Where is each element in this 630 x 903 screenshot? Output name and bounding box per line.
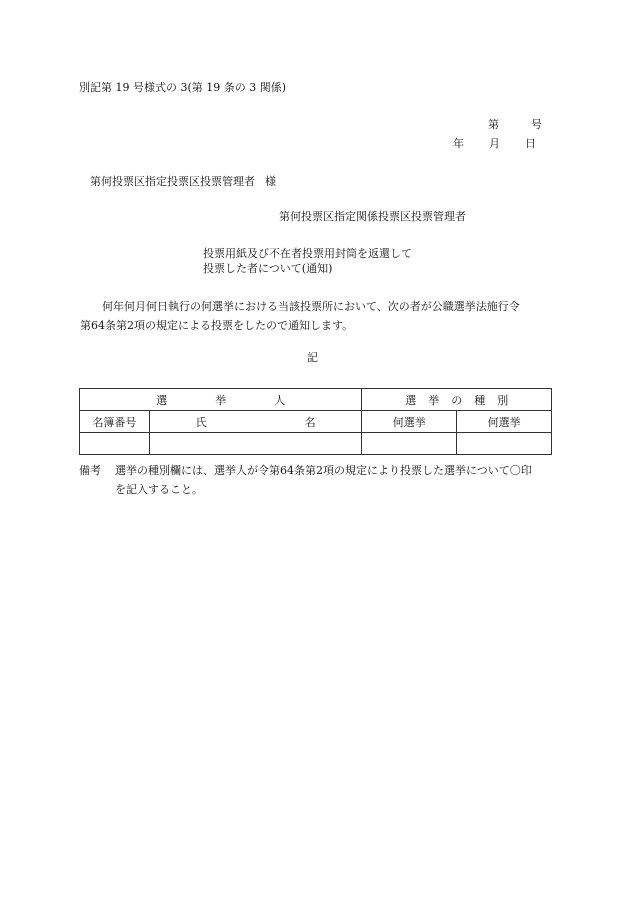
remarks-label: 備考 xyxy=(79,464,101,477)
header-voter-char-1: 選 xyxy=(156,393,168,407)
document-date xyxy=(453,137,536,151)
body-line-2: 第64条第2項の規定による投票をしたので通知します。 xyxy=(80,319,354,332)
header-name-char-2: 名 xyxy=(304,415,316,429)
header-type-char-5: 別 xyxy=(497,393,509,407)
body-paragraph xyxy=(80,297,560,335)
ki-heading: 記 xyxy=(307,351,318,364)
header-full-name xyxy=(149,411,362,433)
header-type-char-1: 選 xyxy=(405,393,417,407)
header-type-char-4: 種 xyxy=(474,393,486,407)
form-title: 別記第 19 号様式の 3(第 19 条の 3 関係) xyxy=(79,81,287,94)
date-day: 日 xyxy=(525,137,536,150)
header-election-type xyxy=(362,389,552,411)
document-subject xyxy=(203,246,412,276)
remarks-line-2: を記入すること。 xyxy=(115,483,203,496)
addressee-honorific: 様 xyxy=(265,175,276,188)
sender-name: 第何投票区指定関係投票区投票管理者 xyxy=(279,210,466,223)
header-voter-char-3: 人 xyxy=(274,393,286,407)
header-voter xyxy=(80,389,362,411)
body-line-1: 何年何月何日執行の何選挙における当該投票所において、次の者が公職選挙法施行令 xyxy=(102,300,520,313)
table-row xyxy=(80,433,552,455)
header-registry-number: 名簿番号 xyxy=(80,411,150,433)
addressee xyxy=(90,175,276,189)
document-number-suffix: 号 xyxy=(531,118,542,131)
cell-full-name[interactable] xyxy=(149,433,362,455)
cell-election-1[interactable] xyxy=(362,433,457,455)
table-header-row-2 xyxy=(80,411,552,433)
addressee-name: 第何投票区指定投票区投票管理者 xyxy=(90,175,255,188)
remarks xyxy=(79,461,559,499)
subject-line-2: 投票した者について(通知) xyxy=(203,262,333,275)
date-year: 年 xyxy=(453,137,464,150)
date-month: 月 xyxy=(489,137,500,150)
header-name-char-1: 氏 xyxy=(195,415,207,429)
cell-election-2[interactable] xyxy=(457,433,552,455)
header-voter-char-2: 挙 xyxy=(215,393,227,407)
document-number xyxy=(488,118,542,132)
remarks-line-1: 選挙の種別欄には、選挙人が令第64条第2項の規定により投票した選挙について〇印 xyxy=(115,464,532,477)
document-number-prefix: 第 xyxy=(488,118,499,131)
table-header-row-1 xyxy=(80,389,552,411)
subject-line-1: 投票用紙及び不在者投票用封筒を返還して xyxy=(203,247,412,260)
header-election-2: 何選挙 xyxy=(457,411,552,433)
header-election-1: 何選挙 xyxy=(362,411,457,433)
header-type-char-3: の xyxy=(451,393,463,407)
cell-registry-number[interactable] xyxy=(80,433,150,455)
voter-table xyxy=(79,388,552,455)
header-type-char-2: 挙 xyxy=(428,393,440,407)
